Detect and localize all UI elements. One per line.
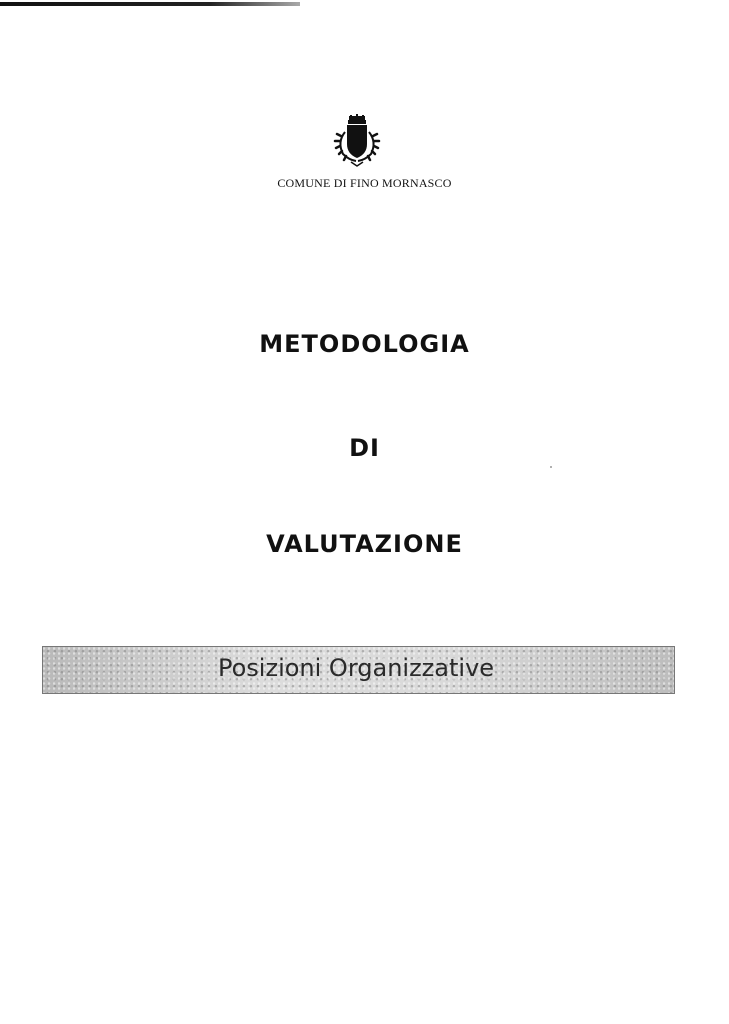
title-line-1: METODOLOGIA xyxy=(259,330,470,358)
municipality-name: COMUNE DI FINO MORNASCO xyxy=(277,176,452,190)
subtitle-banner xyxy=(42,646,675,694)
title-line-2: DI xyxy=(349,434,380,462)
scan-speck xyxy=(550,466,552,468)
coat-of-arms-icon xyxy=(329,114,385,170)
scan-edge-line xyxy=(0,2,300,6)
banner-text: Posizioni Organizzative xyxy=(218,654,495,682)
title-line-3: VALUTAZIONE xyxy=(266,530,463,558)
